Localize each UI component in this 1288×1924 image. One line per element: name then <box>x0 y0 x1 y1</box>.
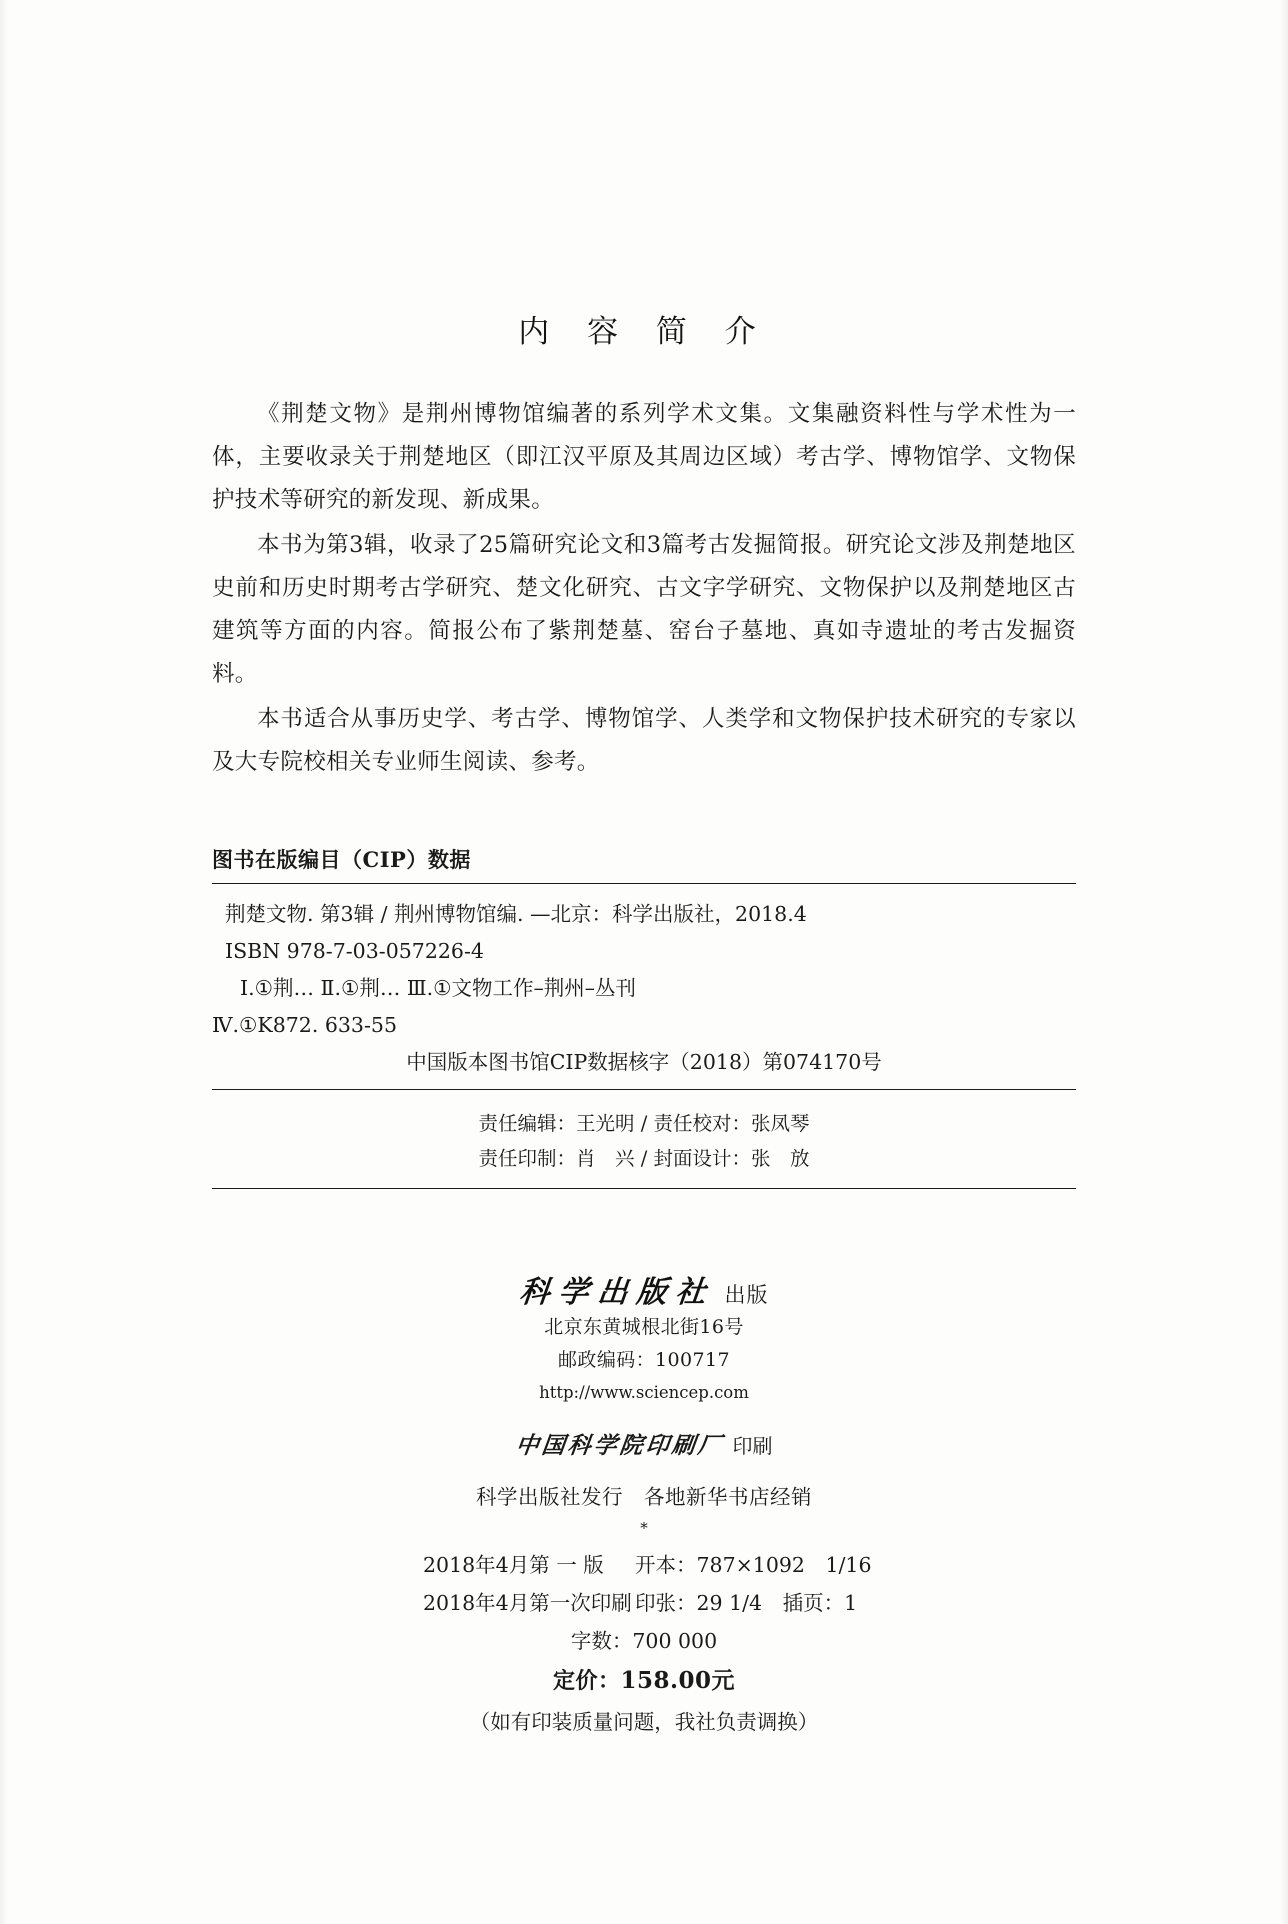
printing-specs <box>212 1546 1076 1660</box>
page-right-edge-shadow <box>1278 0 1288 1924</box>
page-content <box>212 0 1076 1742</box>
spec-row-2 <box>212 1584 1076 1622</box>
spec-sheets: 印张：29 1/4 插页：1 <box>635 1591 858 1615</box>
cip-line-title: 荆楚文物. 第3辑 / 荆州博物馆编. —北京：科学出版社，2018.4 <box>225 902 807 926</box>
publisher-name-row <box>212 1267 1076 1311</box>
cip-line-registry: 中国版本图书馆CIP数据核字（2018）第074170号 <box>406 1050 882 1074</box>
publisher-website-link[interactable]: http://www.sciencep.com <box>539 1383 749 1402</box>
quality-note: （如有印装质量问题，我社负责调换） <box>469 1710 819 1734</box>
credits-bottom-rule <box>212 1188 1076 1189</box>
credits-line-production: 责任印制：肖 兴 / 封面设计：张 放 <box>478 1147 810 1170</box>
publisher-logotype: 科学出版社 <box>517 1275 716 1310</box>
cip-bottom-rule <box>212 1089 1076 1090</box>
cip-line-classification: Ⅰ.①荆… Ⅱ.①荆… Ⅲ.①文物工作–荆州–丛刊 <box>240 976 637 1000</box>
spec-format: 开本：787×1092 1/16 <box>635 1553 872 1577</box>
publisher-postcode: 邮政编码：100717 <box>558 1349 730 1371</box>
printer-row <box>212 1427 1076 1460</box>
summary-paragraph-2: 本书为第3辑，收录了25篇研究论文和3篇考古发掘简报。研究论文涉及荆楚地区史前和历史时期考古学研究、楚文化研究、古文字学研究、文物保护以及荆楚地区古建筑等方面的内容。简报公布了紫荆楚墓、窑台子墓地、真如寺遗址的考古发掘资料。 <box>212 532 1076 687</box>
page-left-edge-shadow <box>0 0 10 1924</box>
credits-block <box>212 1090 1076 1188</box>
spec-word-count: 字数：700 000 <box>570 1629 718 1653</box>
cip-heading: 图书在版编目（CIP）数据 <box>212 847 471 872</box>
publisher-suffix: 出版 <box>724 1283 769 1307</box>
spec-row-3 <box>212 1622 1076 1660</box>
spec-print-date: 2018年4月第一次印刷 <box>423 1591 632 1615</box>
publisher-block <box>212 1267 1076 1742</box>
spec-edition-date: 2018年4月第 一 版 <box>423 1553 604 1577</box>
asterisk-divider: * <box>640 1519 648 1537</box>
credits-line-editor: 责任编辑：王光明 / 责任校对：张凤琴 <box>478 1112 810 1135</box>
page-title: 内 容 简 介 <box>518 314 770 350</box>
distribution-line: 科学出版社发行 各地新华书店经销 <box>476 1485 812 1509</box>
spec-row-1 <box>212 1546 1076 1584</box>
cip-line-isbn: ISBN 978-7-03-057226-4 <box>225 939 484 963</box>
summary-paragraph-1: 《荆楚文物》是荆州博物馆编著的系列学术文集。文集融资料性与学术性为一体，主要收录关于荆楚地区（即江汉平原及其周边区域）考古学、博物馆学、文物保护技术等研究的新发现、新成果。 <box>212 401 1076 513</box>
printer-logotype: 中国科学院印刷厂 <box>513 1432 725 1459</box>
cip-line-classification-4: Ⅳ.①K872. 633-55 <box>212 1013 397 1037</box>
content-summary-section <box>212 393 1076 784</box>
printer-suffix: 印刷 <box>732 1434 773 1458</box>
price-line <box>212 1660 1076 1702</box>
summary-paragraph-3: 本书适合从事历史学、考古学、博物馆学、人类学和文物保护技术研究的专家以及大专院校相关专业师生阅读、参考。 <box>212 706 1076 775</box>
price-label: 定价： <box>552 1668 621 1694</box>
cip-block <box>212 844 1076 1090</box>
price-value: 158.00元 <box>620 1667 736 1694</box>
publisher-address: 北京东黄城根北街16号 <box>544 1316 744 1338</box>
cip-body <box>212 884 1076 1089</box>
